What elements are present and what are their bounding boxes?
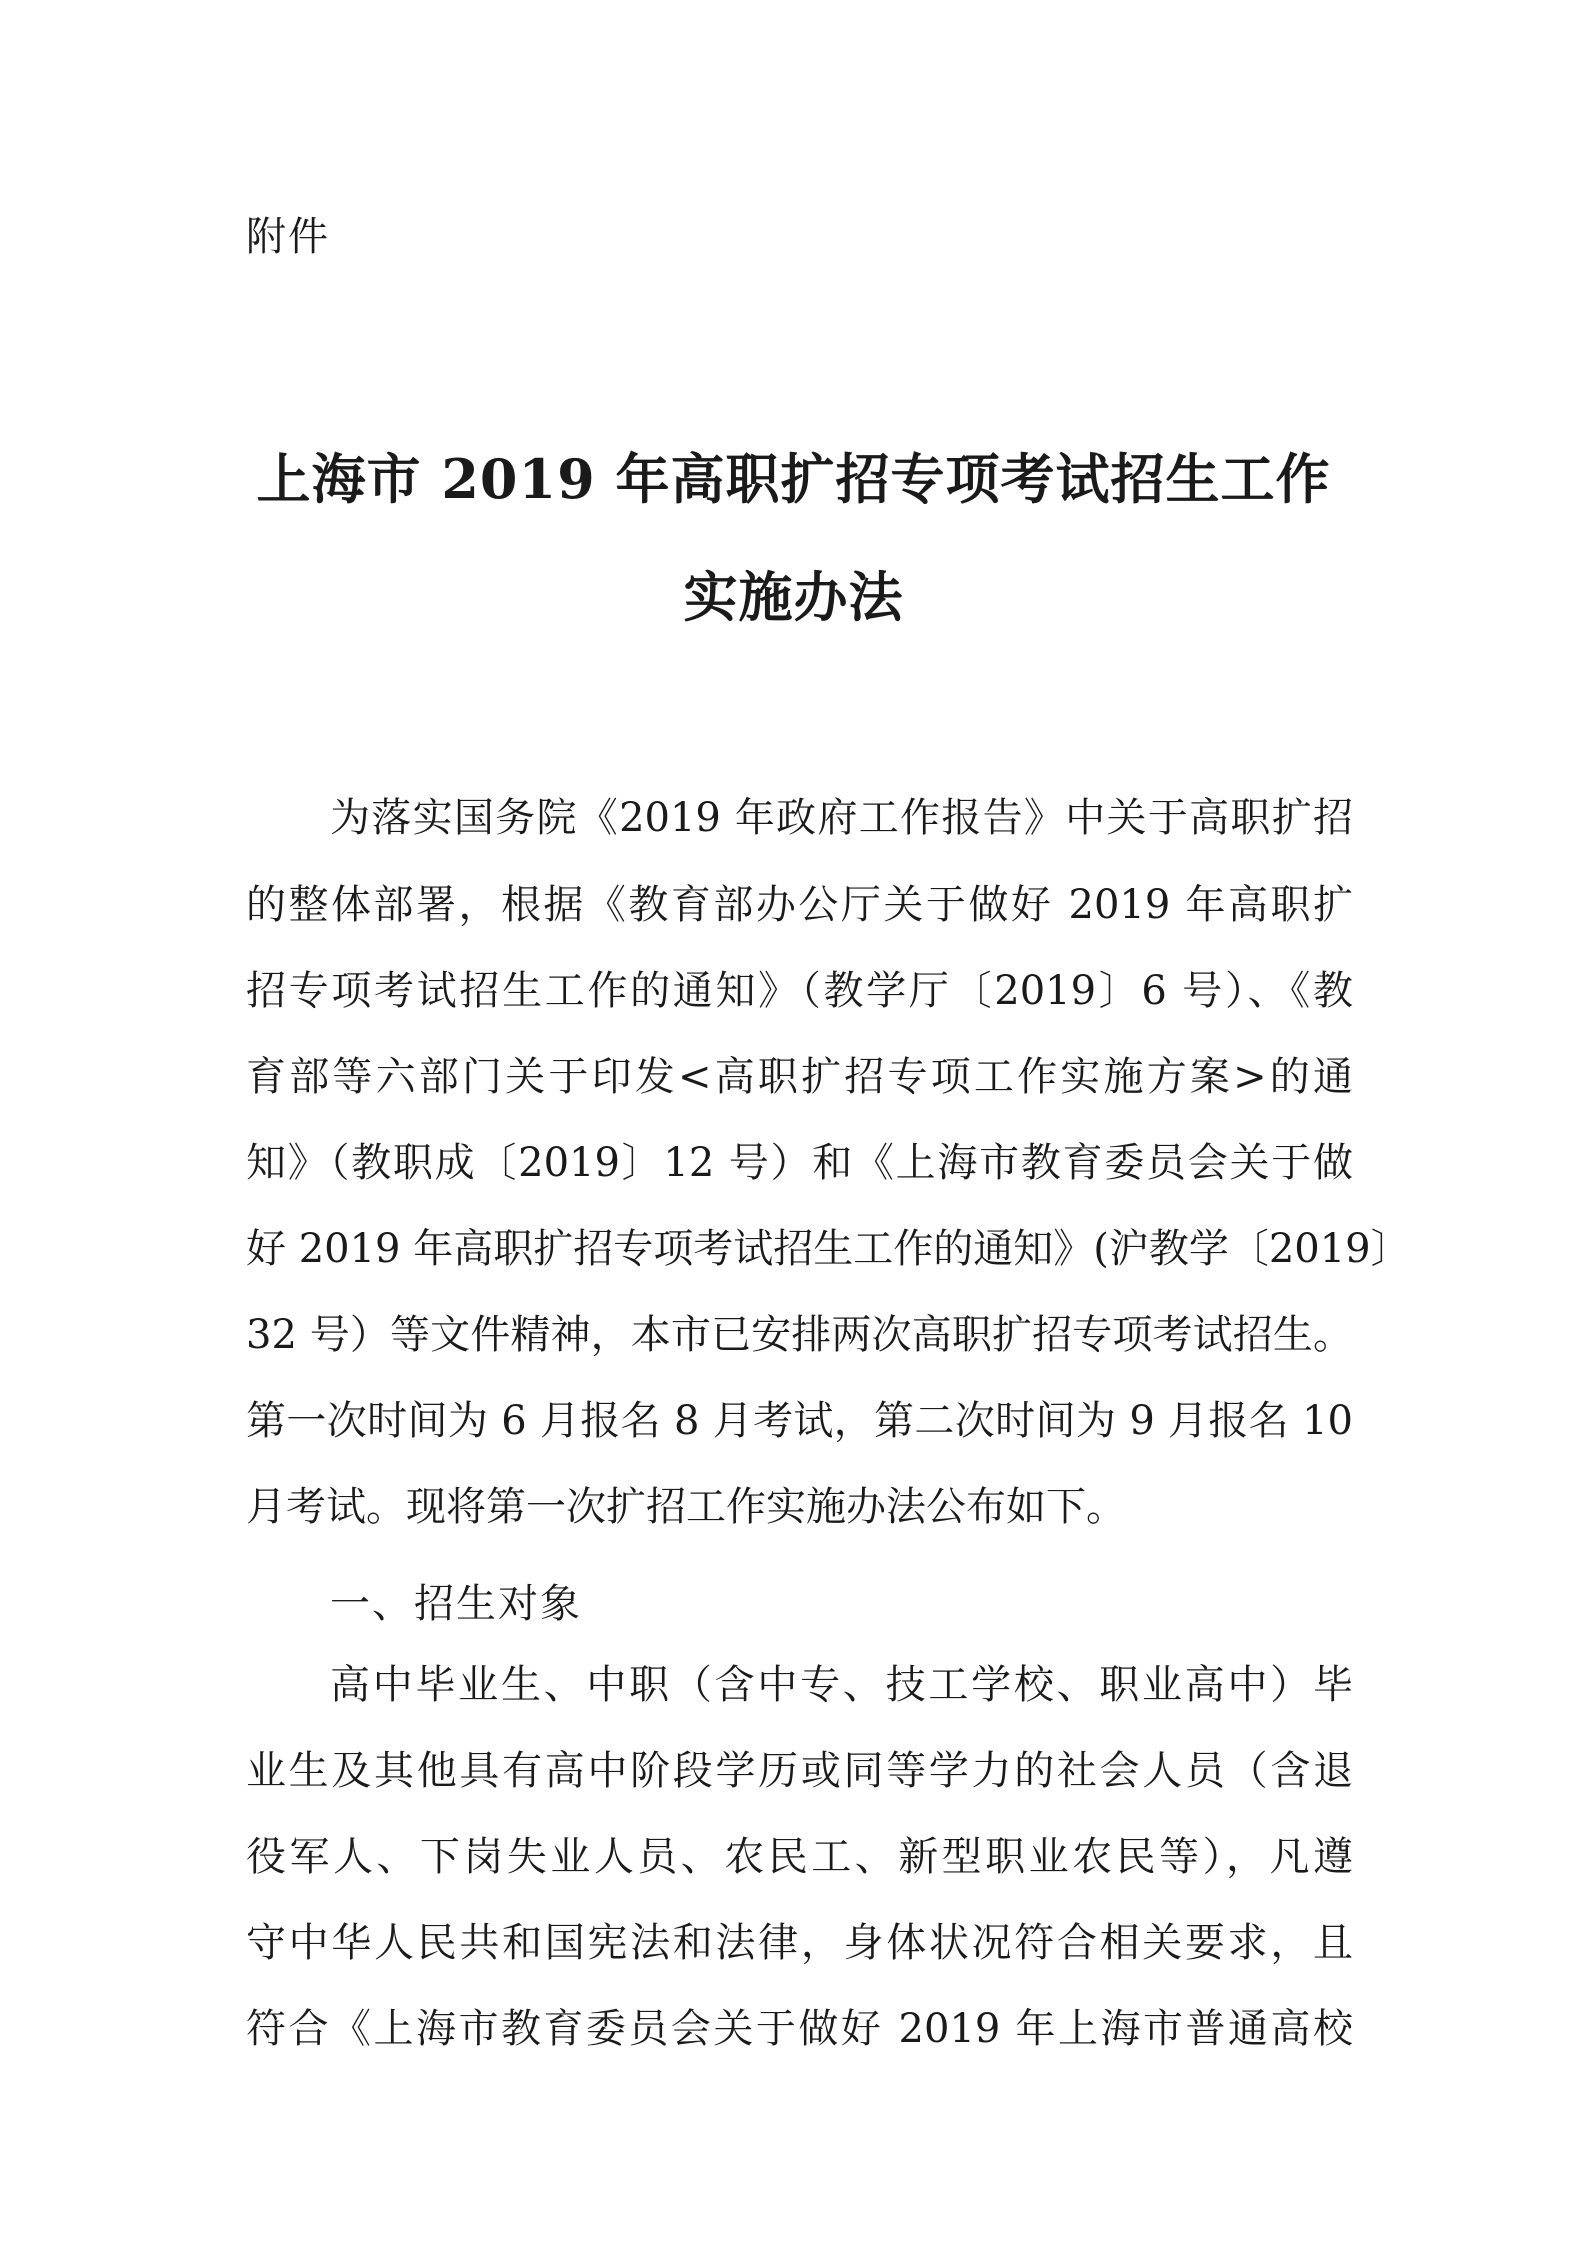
paragraph-line: 第一次时间为 6 月报名 8 月考试，第二次时间为 9 月报名 10 — [246, 1398, 1353, 1444]
paragraph-line: 育部等六部门关于印发<高职扩招专项工作实施方案>的通 — [246, 1054, 1353, 1100]
paragraph-line: 符合《上海市教育委员会关于做好 2019 年上海市普通高校 — [246, 2006, 1353, 2052]
paragraph-line: 的整体部署，根据《教育部办公厅关于做好 2019 年高职扩 — [246, 882, 1353, 928]
paragraph-line: 知》（教职成〔2019〕12 号）和《上海市教育委员会关于做 — [246, 1140, 1353, 1186]
paragraph-line: 招专项考试招生工作的通知》（教学厅〔2019〕6 号）、《教 — [246, 968, 1353, 1014]
paragraph-line: 高中毕业生、中职（含中专、技工学校、职业高中）毕 — [330, 1662, 1353, 1708]
paragraph-line: 守中华人民共和国宪法和法律，身体状况符合相关要求，且 — [246, 1920, 1353, 1966]
document-title — [200, 420, 1387, 656]
paragraph-line: 业生及其他具有高中阶段学历或同等学力的社会人员（含退 — [246, 1748, 1353, 1794]
title-line-1: 上海市 2019 年高职扩招专项考试招生工作 — [256, 447, 1331, 511]
paragraph-line: 好 2019 年高职扩招专项考试招生工作的通知》(沪教学〔2019〕 — [246, 1226, 1411, 1272]
title-line-2: 实施办法 — [683, 565, 904, 629]
paragraph-line: 为落实国务院《2019 年政府工作报告》中关于高职扩招 — [330, 795, 1353, 841]
section-heading: 一、招生对象 — [330, 1581, 582, 1627]
attachment-label: 附件 — [246, 214, 330, 260]
paragraph-line: 役军人、下岗失业人员、农民工、新型职业农民等），凡遵 — [246, 1834, 1353, 1880]
paragraph-line: 月考试。现将第一次扩招工作实施办法公布如下。 — [246, 1484, 1126, 1530]
paragraph-line: 32 号）等文件精神，本市已安排两次高职扩招专项考试招生。 — [246, 1312, 1353, 1358]
